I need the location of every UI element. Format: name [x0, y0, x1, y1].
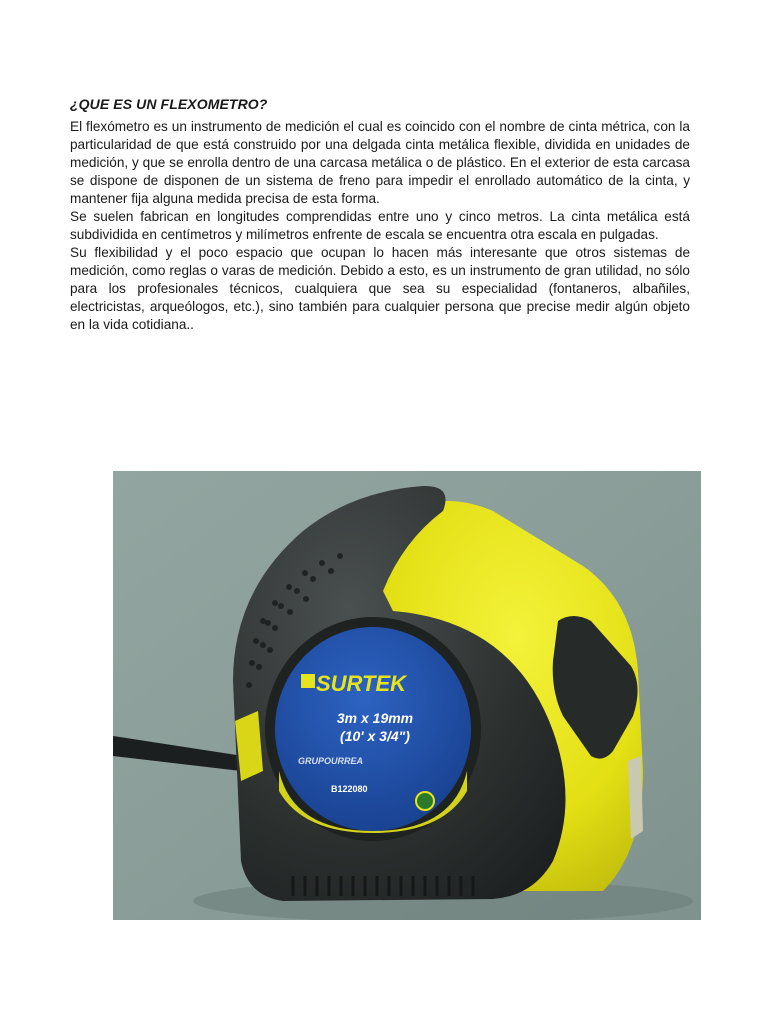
tape-measure-illustration	[113, 471, 701, 920]
label-size-imperial: (10' x 3/4")	[340, 728, 410, 744]
paragraph-lengths: Se suelen fabrican en longitudes comprendidas entre uno y cinco metros. La cinta metálica está subdividida en centímetros y milímetros enfrente de escala se encuentra otra escala en pulgadas.	[70, 209, 690, 242]
document-heading: ¿QUE ES UN FLEXOMETRO?	[70, 96, 268, 112]
label-model: B122080	[331, 784, 368, 794]
label-brand: SURTEK	[316, 671, 407, 696]
tape-measure-photo	[113, 471, 701, 920]
quality-seal-icon	[416, 792, 434, 810]
brand-logo-mark	[301, 674, 315, 688]
label-size-metric: 3m x 19mm	[336, 710, 414, 726]
paragraph-uses: Su flexibilidad y el poco espacio que ocupan lo hacen más interesante que otros sistemas de medición, como reglas o varas de medición. Debido a esto, es un instrumento de gran utilidad, no sólo para los profesionales técnicos, cualquiera que sea su especialidad (fontaneros, albañiles, electricistas, arqueólogos, etc.), sino también para cualquier persona que precise medir algún objeto en la vida cotidiana..	[70, 245, 690, 332]
document-body	[70, 118, 690, 334]
label-maker: GRUPOURREA	[298, 756, 364, 766]
paragraph-definition: El flexómetro es un instrumento de medición el cual es coincido con el nombre de cinta métrica, con la particularidad de que está construido por una delgada cinta metálica flexible, dividida en unidades de medición, y que se enrolla dentro de una carcasa metálica o de plástico. En el exterior de esta carcasa se dispone de disponen de un sistema de freno para impedir el enrollado automático de la cinta, y mantener fija alguna medida precisa de esta forma.	[70, 119, 690, 206]
